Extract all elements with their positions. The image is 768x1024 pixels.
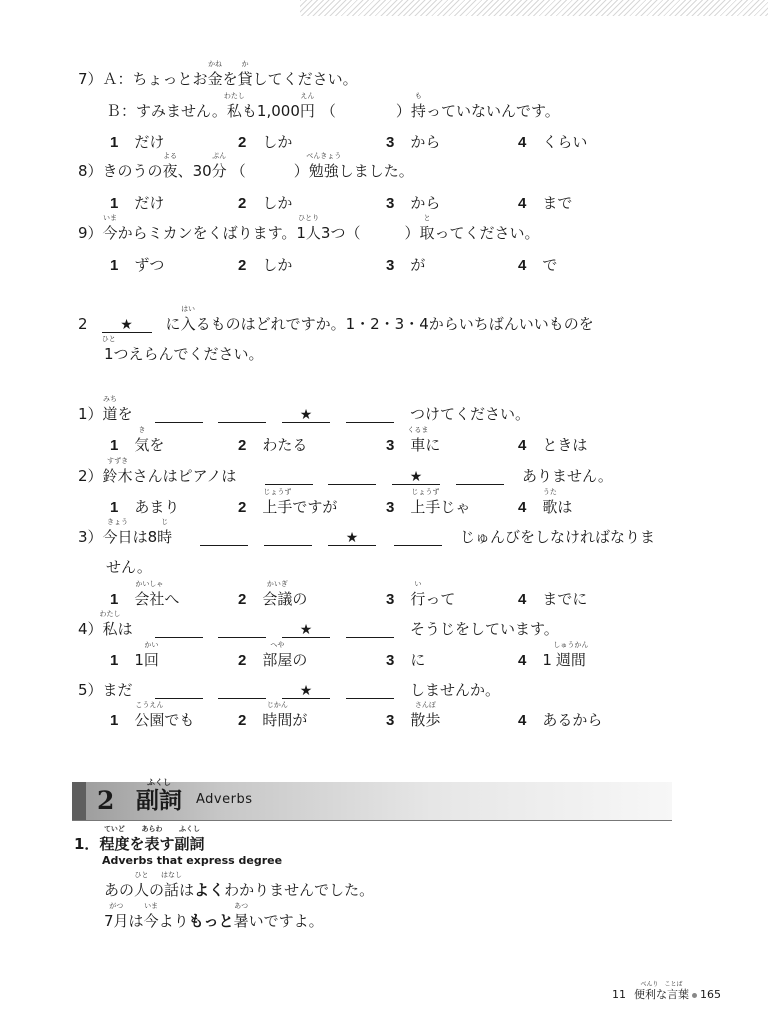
- s2q4-blank-star[interactable]: ★: [282, 623, 330, 638]
- page-number: 165: [700, 988, 721, 1001]
- ruby-kane: かね: [208, 60, 223, 68]
- s2q2-blank-1[interactable]: [265, 470, 313, 485]
- s2q4-line: 4） わたし 私は: [78, 610, 133, 638]
- s2q2-blank-2[interactable]: [328, 470, 376, 485]
- s2q3-choice-2[interactable]: 2 かいぎ 会議の: [238, 580, 308, 608]
- s2q3-blank-star[interactable]: ★: [328, 531, 376, 546]
- s2q4-choice-3[interactable]: 3 に: [386, 651, 426, 669]
- s2q5-line: 5）まだ: [78, 681, 133, 699]
- s2q5-choice-3[interactable]: 3 さんぽ 散歩: [386, 701, 441, 729]
- q7-label: 7）: [78, 70, 103, 88]
- s2q5-choice-1[interactable]: 1 こうえん 公園でも: [110, 701, 195, 729]
- example-1: あの ひと 人の はなし 話はよくわかりませんでした。: [104, 871, 375, 899]
- s2q2-choice-4[interactable]: 4 うた 歌は: [518, 488, 573, 516]
- s2q2-line: 2） すずき 鈴木さんはピアノは: [78, 457, 237, 485]
- s2q5-choice-4[interactable]: 4 あるから: [518, 711, 603, 729]
- page-footer: 11 べんり ことば 便利な言葉 165: [612, 981, 721, 1001]
- s2q4-blank-4[interactable]: [346, 623, 394, 638]
- example-2-keyword: もっと: [188, 912, 234, 930]
- section2-instruction-line2: ひと 1つえらんでください。: [101, 335, 264, 363]
- s2q2-choice-3[interactable]: 3 じょうず 上手じゃ: [386, 488, 471, 516]
- section2-instruction-line1: 2 ★ に はい 入るものはどれですか。1・2・3・4からいちばんいいものを: [78, 305, 594, 333]
- s2q3-choice-1[interactable]: 1 かいしゃ 会社へ: [110, 580, 180, 608]
- q8-choice-2[interactable]: 2 しか: [238, 194, 293, 212]
- s2q4-blank-1[interactable]: [155, 623, 203, 638]
- subsection-english: Adverbs that express degree: [102, 854, 283, 867]
- q7-line-a: 7）Ａ：ちょっとお かね 金を か 貸してください。: [78, 60, 358, 88]
- section2-star-blank: ★: [102, 318, 152, 333]
- footer-chapter: 11: [612, 988, 626, 1001]
- q9-choice-2[interactable]: 2 しか: [238, 256, 293, 274]
- s2q3-choice-4[interactable]: 4 までに: [518, 590, 588, 608]
- section-english-title: Adverbs: [196, 792, 253, 807]
- example-1-keyword: よく: [194, 881, 225, 899]
- s2q1-blank-2[interactable]: [218, 408, 266, 423]
- q8-line: 8）きのうの よる 夜、30 ぷん 分 （ ） べんきょう 勉強しました。: [78, 152, 414, 180]
- s2q5-blank-star[interactable]: ★: [282, 684, 330, 699]
- q7-line-b: Ｂ：すみません。 わたし 私も1,000 えん 円 （ ） も 持っていないんです。: [106, 92, 560, 120]
- section-header-marker: [72, 782, 86, 820]
- q7-choice-1[interactable]: 1 だけ: [110, 133, 165, 151]
- s2q3-tail: じゅんびをしなければなりま: [460, 528, 656, 546]
- s2q2-choice-1[interactable]: 1 あまり: [110, 498, 180, 516]
- q8-choice-4[interactable]: 4 まで: [518, 194, 573, 212]
- s2q3-blank-4[interactable]: [394, 531, 442, 546]
- s2q2-blank-4[interactable]: [456, 470, 504, 485]
- subsection-title: 1． ていど 程度を あらわ 表す ふくし 副詞: [74, 825, 205, 853]
- s2q1-tail: つけてください。: [410, 405, 531, 423]
- s2q1-choice-3[interactable]: 3 くるま 車に: [386, 426, 441, 454]
- s2q5-blank-1[interactable]: [155, 684, 203, 699]
- s2q1-choice-2[interactable]: 2 わたる: [238, 436, 308, 454]
- s2q1-blank-star[interactable]: ★: [282, 408, 330, 423]
- s2q5-blank-4[interactable]: [346, 684, 394, 699]
- s2q5-choice-2[interactable]: 2 じかん 時間が: [238, 701, 308, 729]
- s2q4-blank-2[interactable]: [218, 623, 266, 638]
- q7-choice-4[interactable]: 4 くらい: [518, 133, 588, 151]
- footer-dot-icon: [692, 993, 697, 998]
- s2q4-choice-4[interactable]: 4 1 しゅうかん 週間: [518, 641, 589, 669]
- s2q5-tail: しませんか。: [410, 681, 501, 699]
- q8-choice-1[interactable]: 1 だけ: [110, 194, 165, 212]
- q9-choice-1[interactable]: 1 ずつ: [110, 256, 165, 274]
- s2q4-choice-2[interactable]: 2 へや 部屋の: [238, 641, 308, 669]
- section-title: ふくし 副詞: [136, 777, 182, 814]
- footer-title: 便利な言葉: [634, 988, 689, 1001]
- s2q3-tail-wrap: せん。: [106, 558, 152, 576]
- s2q5-blank-2[interactable]: [218, 684, 266, 699]
- s2q1-choice-4[interactable]: 4 ときは: [518, 436, 588, 454]
- s2q1-line: 1） みち 道を: [78, 395, 133, 423]
- s2q2-blank-star[interactable]: ★: [392, 470, 440, 485]
- q8-choice-3[interactable]: 3 から: [386, 194, 441, 212]
- q7-choice-3[interactable]: 3 から: [386, 133, 441, 151]
- section-number: 2: [97, 786, 115, 815]
- s2q1-blank-4[interactable]: [346, 408, 394, 423]
- s2q1-blank-1[interactable]: [155, 408, 203, 423]
- s2q3-choice-3[interactable]: 3 い 行って: [386, 580, 456, 608]
- q9-line: 9） いま 今からミカンをくばります。 ひとり 1人3つ（ ） と 取ってください。: [78, 214, 540, 242]
- s2q1-choice-1[interactable]: 1 き 気を: [110, 426, 165, 454]
- q9-choice-3[interactable]: 3 が: [386, 256, 426, 274]
- s2q2-choice-2[interactable]: 2 じょうず 上手ですが: [238, 488, 338, 516]
- s2q3-blank-2[interactable]: [264, 531, 312, 546]
- ruby-ka: か: [241, 60, 249, 68]
- q9-choice-4[interactable]: 4 で: [518, 256, 558, 274]
- header-hatch-pattern: [300, 0, 768, 16]
- q7-choice-2[interactable]: 2 しか: [238, 133, 293, 151]
- section2-number: 2: [78, 315, 88, 333]
- s2q3-blank-1[interactable]: [200, 531, 248, 546]
- example-2: がつ 7月は いま 今よりもっと あつ 暑いですよ。: [104, 902, 324, 930]
- s2q3-line: 3） きょう 今日は8 じ 時: [78, 518, 173, 546]
- s2q2-tail: ありません。: [522, 467, 613, 485]
- s2q4-tail: そうじをしています。: [410, 620, 559, 638]
- s2q4-choice-1[interactable]: 1 1 かい 回: [110, 641, 159, 669]
